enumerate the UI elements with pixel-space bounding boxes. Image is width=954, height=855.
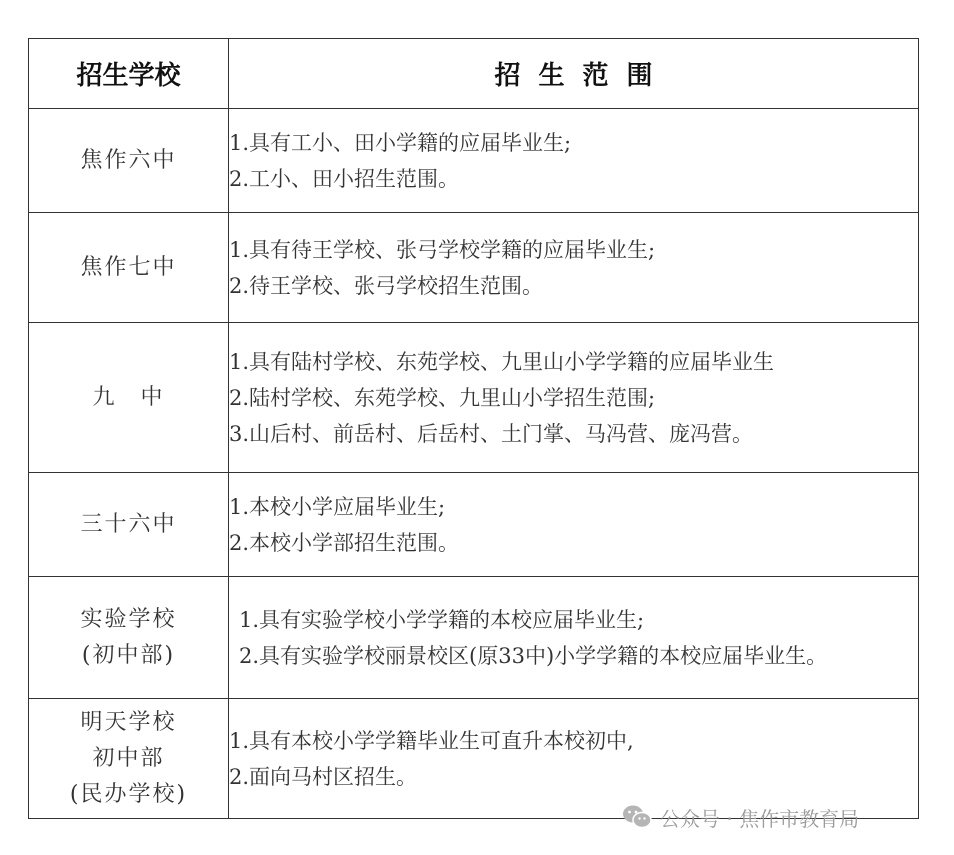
watermark-text: 公众号 · 焦作市教育局 xyxy=(660,806,860,831)
school-name: 明天学校 xyxy=(80,709,177,735)
school-name: 三十六中 xyxy=(80,511,177,537)
scope-line: 1.具有陆村学校、东苑学校、九里山小学学籍的应届毕业生 xyxy=(229,349,775,374)
table-header-row xyxy=(29,39,919,109)
school-subname: (初中部) xyxy=(81,642,176,668)
school-note: (民办学校) xyxy=(69,781,188,807)
school-name: 焦作七中 xyxy=(80,254,177,280)
watermark xyxy=(622,800,859,834)
scope-line: 2.本校小学部招生范围。 xyxy=(229,530,460,555)
school-name-cell xyxy=(29,577,229,699)
scope-line: 2.待王学校、张弓学校招生范围。 xyxy=(229,273,544,298)
school-name-cell xyxy=(29,213,229,323)
school-subname: 初中部 xyxy=(92,745,165,771)
school-name-cell xyxy=(29,323,229,473)
scope-line: 1.本校小学应届毕业生; xyxy=(229,494,446,519)
table-row xyxy=(29,473,919,577)
scope-cell xyxy=(229,473,919,577)
school-name: 焦作六中 xyxy=(80,147,177,173)
scope-line: 2.面向马村区招生。 xyxy=(229,764,418,789)
table-row xyxy=(29,577,919,699)
enrollment-table xyxy=(28,38,919,819)
school-name: 实验学校 xyxy=(80,606,177,632)
scope-line: 2.陆村学校、东苑学校、九里山小学招生范围; xyxy=(229,385,656,410)
table-row xyxy=(29,213,919,323)
scope-cell xyxy=(229,109,919,213)
table-row xyxy=(29,109,919,213)
table-row xyxy=(29,323,919,473)
scope-cell xyxy=(229,213,919,323)
school-name-cell xyxy=(29,109,229,213)
school-name-cell xyxy=(29,473,229,577)
scope-line: 2.具有实验学校丽景校区(原33中)小学学籍的本校应届毕业生。 xyxy=(239,643,828,668)
scope-line: 2.工小、田小招生范围。 xyxy=(229,166,460,191)
header-scope: 招生范围 xyxy=(229,39,919,109)
scope-line: 1.具有待王学校、张弓学校学籍的应届毕业生; xyxy=(229,237,656,262)
scope-line: 1.具有实验学校小学学籍的本校应届毕业生; xyxy=(239,607,645,632)
scope-line: 1.具有本校小学学籍毕业生可直升本校初中, xyxy=(229,728,634,753)
scope-line: 1.具有工小、田小学籍的应届毕业生; xyxy=(229,130,572,155)
header-school: 招生学校 xyxy=(29,39,229,109)
scope-cell xyxy=(229,577,919,699)
school-name-cell xyxy=(29,699,229,819)
school-name: 九 中 xyxy=(92,384,165,410)
scope-cell xyxy=(229,323,919,473)
scope-line: 3.山后村、前岳村、后岳村、土门掌、马冯营、庞冯营。 xyxy=(229,421,754,446)
wechat-icon xyxy=(622,804,652,830)
